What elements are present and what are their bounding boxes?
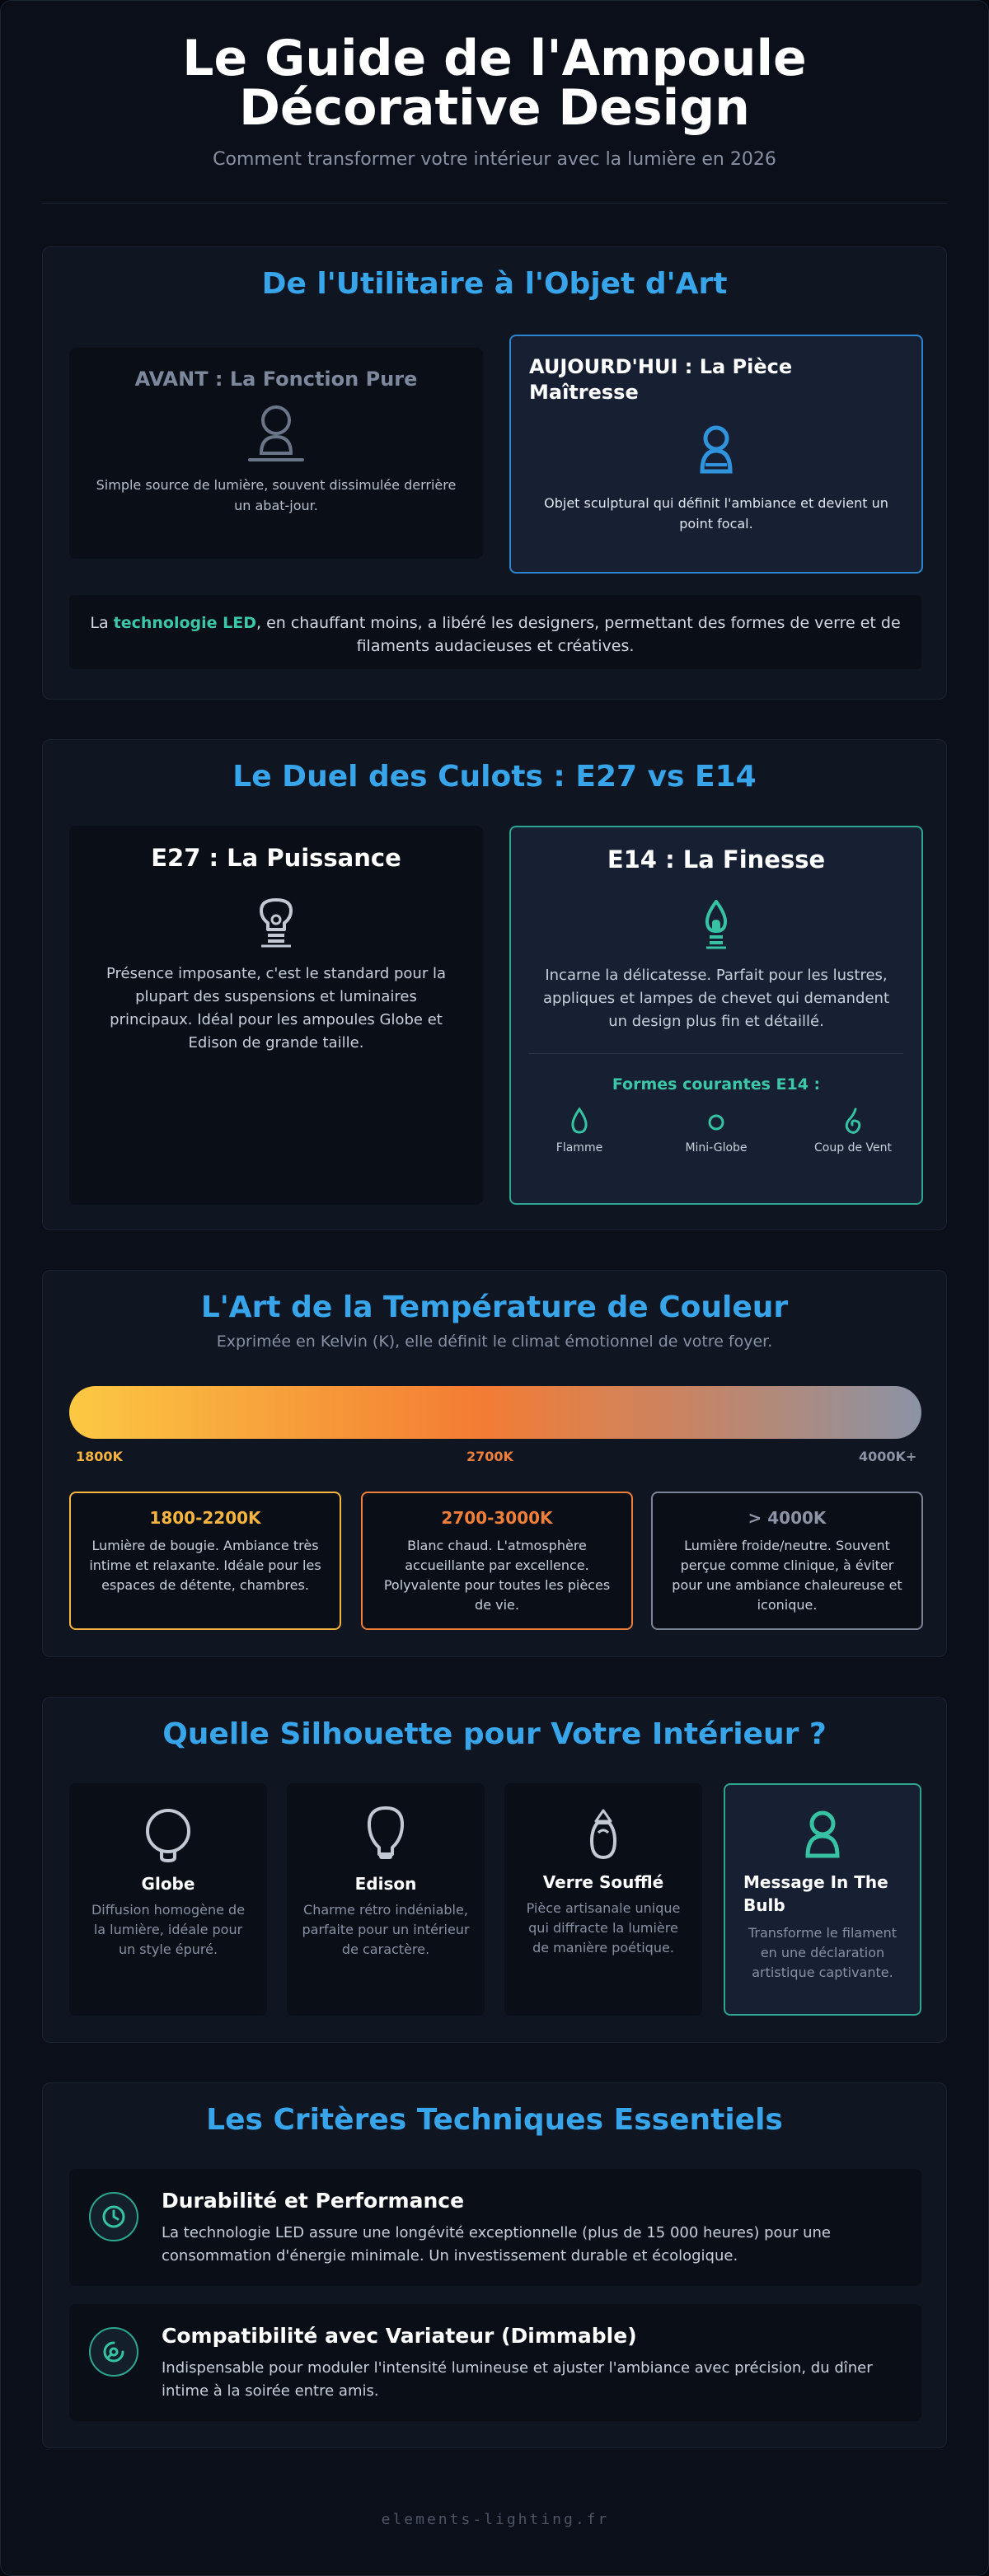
after-text: Objet sculptural qui définit l'ambiance et devient un point focal. [544, 495, 888, 532]
bulb-person-icon [511, 424, 921, 478]
evolution-title: De l'Utilitaire à l'Objet d'Art [261, 267, 728, 301]
silhouette-title: Message In The Bulb [743, 1872, 888, 1915]
e27-card [69, 826, 483, 1205]
form-label: Coup de Vent [814, 1141, 892, 1155]
silhouettes-title: Quelle Silhouette pour Votre Intérieur ? [162, 1717, 827, 1751]
evolution-section [42, 246, 947, 700]
candle-bulb-icon [511, 898, 921, 949]
form-item-mini-globe [654, 1107, 778, 1155]
silhouette-text: Pièce artisanale unique qui diffracte la lumière de manière poétique. [526, 1900, 681, 1955]
e14-forms-row [511, 1107, 921, 1155]
criteria-item-dimmable [69, 2304, 921, 2421]
temp-card-medium [361, 1492, 633, 1630]
temperature-gradient-bar [69, 1386, 921, 1439]
lamp-person-icon [69, 402, 483, 465]
scale-label-max: 4000K+ [859, 1449, 917, 1464]
form-label: Flamme [555, 1141, 603, 1155]
message-bulb-icon [725, 1810, 920, 1859]
silhouette-card-message [724, 1783, 921, 2016]
e14-text: Incarne la délicatesse. Parfait pour les lustres, appliques et lampes de chevet qui demandent un design plus fin et détaillé. [542, 967, 889, 1030]
criteria-title-text: Compatibilité avec Variateur (Dimmable) [162, 2324, 637, 2348]
led-note [69, 595, 921, 669]
e14-card [509, 826, 923, 1205]
page-subtitle: Comment transformer votre intérieur avec la lumière en 2026 [213, 149, 776, 170]
silhouette-title: Globe [141, 1874, 195, 1894]
after-title: AUJOURD'HUI : La Pièce Maîtresse [529, 355, 793, 404]
silhouette-card-edison [287, 1783, 485, 2016]
culots-section [42, 739, 947, 1230]
form-label: Mini-Globe [685, 1141, 748, 1155]
e14-divider [529, 1053, 903, 1054]
dimmer-icon [89, 2327, 138, 2377]
form-item-coup-de-vent [791, 1107, 915, 1155]
temp-card-warm [69, 1492, 341, 1630]
silhouette-text: Diffusion homogène de la lumière, idéale pour un style épuré. [91, 1902, 246, 1957]
silhouettes-section [42, 1697, 947, 2043]
silhouette-title: Verre Soufflé [542, 1872, 664, 1892]
silhouette-text: Charme rétro indéniable, parfaite pour un intérieur de caractère. [302, 1902, 470, 1957]
after-card [509, 335, 923, 574]
circle-icon [654, 1107, 778, 1135]
e27-title: E27 : La Puissance [151, 844, 401, 872]
footer-url[interactable]: elements-lighting.fr [381, 2511, 610, 2528]
gust-flame-icon [791, 1107, 915, 1135]
form-item-flamme [518, 1107, 641, 1155]
criteria-section [42, 2082, 947, 2448]
e14-title: E14 : La Finesse [607, 845, 826, 873]
temp-card-title: 1800-2200K [149, 1508, 261, 1528]
led-note-prefix: La [90, 614, 114, 632]
globe-bulb-icon [69, 1808, 267, 1862]
edison-bulb-icon [287, 1805, 485, 1862]
criteria-title-text: Durabilité et Performance [162, 2189, 465, 2213]
criteria-text: Indispensable pour moduler l'intensité lumineuse et ajuster l'ambiance avec précision, du dîner intime à la soirée entre amis. [162, 2359, 873, 2400]
temp-card-text: Lumière froide/neutre. Souvent perçue comme clinique, à éviter pour une ambiance chaleureuse et iconique. [672, 1538, 902, 1613]
temp-card-text: Lumière de bougie. Ambiance très intime et relaxante. Idéale pour les espaces de détente, chambres. [89, 1538, 321, 1593]
before-card [69, 348, 483, 559]
scale-label-min: 1800K [76, 1449, 123, 1464]
culots-title: Le Duel des Culots : E27 vs E14 [232, 760, 757, 794]
criteria-title: Les Critères Techniques Essentiels [206, 2103, 783, 2137]
scale-label-mid: 2700K [466, 1449, 513, 1464]
temp-card-title: 2700-3000K [441, 1508, 553, 1528]
clock-icon [89, 2192, 138, 2241]
temp-card-cold [651, 1492, 923, 1630]
header-divider [42, 203, 947, 204]
temperature-subtitle: Exprimée en Kelvin (K), elle définit le climat émotionnel de votre foyer. [216, 1332, 773, 1351]
flame-icon [518, 1107, 641, 1135]
criteria-text: La technologie LED assure une longévité exceptionnelle (plus de 15 000 heures) pour une consommation d'énergie minimale. Un investissement durable et écologique. [162, 2224, 831, 2265]
before-title: AVANT : La Fonction Pure [134, 368, 418, 391]
silhouette-title: Edison [354, 1874, 417, 1894]
temperature-section [42, 1270, 947, 1657]
e27-text: Présence imposante, c'est le standard pour la plupart des suspensions et luminaires principaux. Idéal pour les ampoules Globe et Edison de grande taille. [106, 965, 446, 1051]
header [1, 1, 988, 204]
criteria-item-durability [69, 2169, 921, 2286]
temp-card-title: > 4000K [748, 1508, 827, 1528]
led-note-highlight: technologie LED [113, 614, 257, 632]
temp-card-text: Blanc chaud. L'atmosphère accueillante par excellence. Polyvalente pour toutes les pièces de vie. [383, 1538, 611, 1613]
blown-glass-icon [504, 1808, 702, 1861]
large-bulb-icon [69, 897, 483, 948]
before-text: Simple source de lumière, souvent dissimulée derrière un abat-jour. [96, 477, 457, 513]
page-title: Le Guide de l'Ampoule Décorative Design [182, 30, 807, 137]
led-note-suffix: , en chauffant moins, a libéré les designers, permettant des formes de verre et de filaments audacieuses et créatives. [256, 614, 901, 655]
silhouette-card-verre-souffle [504, 1783, 702, 2016]
temperature-title: L'Art de la Température de Couleur [200, 1290, 789, 1324]
e14-forms-title: Formes courantes E14 : [612, 1075, 821, 1094]
silhouette-card-globe [69, 1783, 267, 2016]
silhouette-text: Transforme le filament en une déclaration artistique captivante. [748, 1925, 898, 1980]
